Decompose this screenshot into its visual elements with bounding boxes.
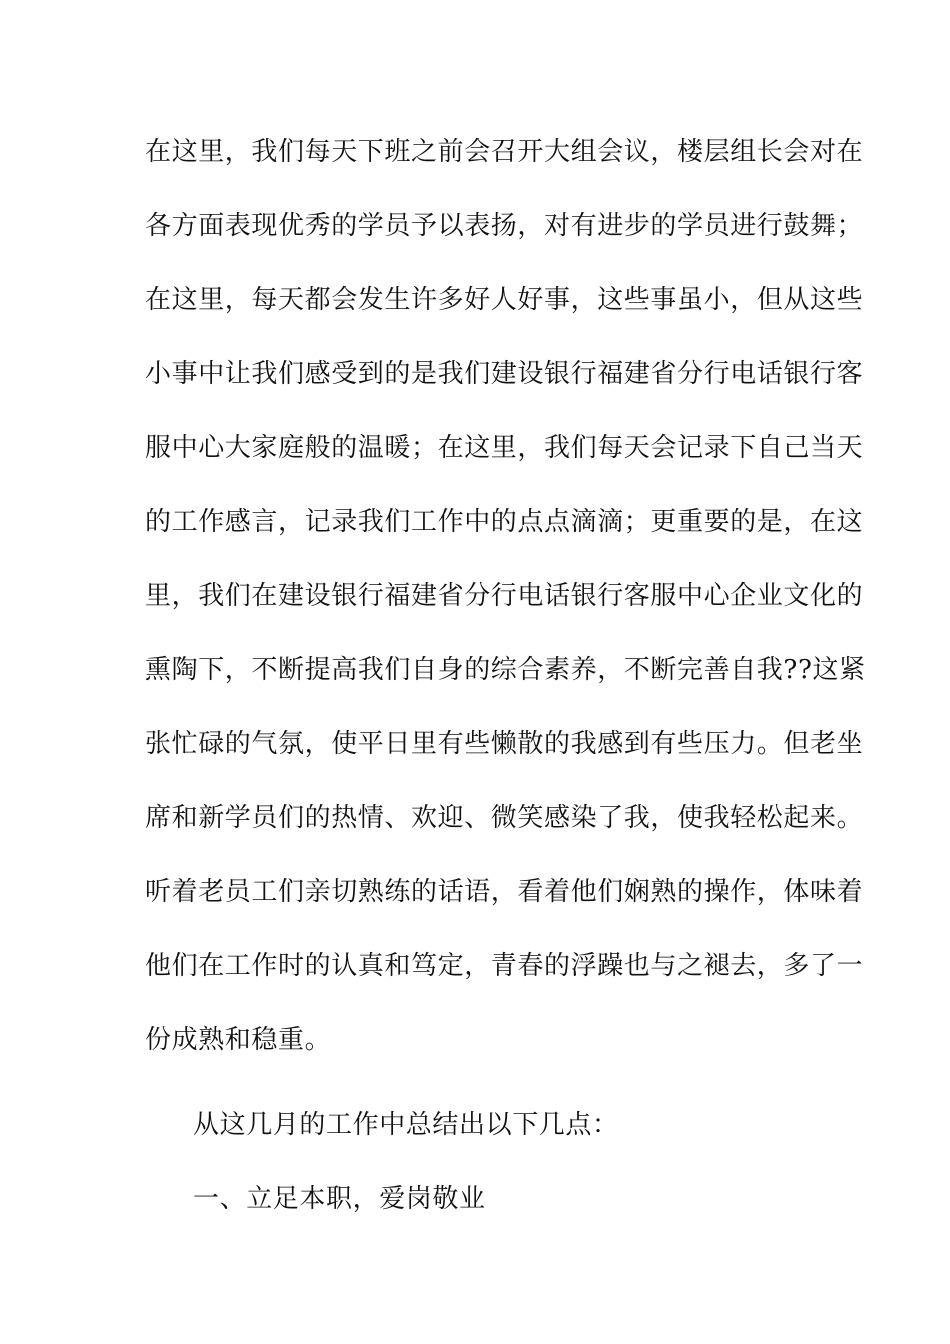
section-heading-1: 一、立足本职，爱岗敬业 <box>193 1184 486 1214</box>
paragraph-line-10: 席和新学员们的热情、欢迎、微笑感染了我，使我轻松起来。 <box>145 803 864 833</box>
paragraph-line-1: 在这里，我们每天下班之前会召开大组会议，楼层组长会对在 <box>145 137 864 167</box>
paragraph-line-9: 张忙碌的气氛，使平日里有些懒散的我感到有些压力。但老坐 <box>145 729 864 759</box>
paragraph-line-4: 小事中让我们感受到的是我们建设银行福建省分行电话银行客 <box>145 359 864 389</box>
paragraph-line-11: 听着老员工们亲切熟练的话语，看着他们娴熟的操作，体味着 <box>145 877 864 907</box>
paragraph-line-6: 的工作感言，记录我们工作中的点点滴滴；更重要的是，在这 <box>145 507 864 537</box>
summary-intro-line: 从这几月的工作中总结出以下几点： <box>193 1110 619 1140</box>
paragraph-line-2: 各方面表现优秀的学员予以表扬，对有进步的学员进行鼓舞； <box>145 211 864 241</box>
paragraph-line-7: 里，我们在建设银行福建省分行电话银行客服中心企业文化的 <box>145 581 864 611</box>
paragraph-line-8: 熏陶下，不断提高我们自身的综合素养，不断完善自我??这紧 <box>145 655 866 685</box>
paragraph-line-12: 他们在工作时的认真和笃定，青春的浮躁也与之褪去，多了一 <box>145 951 864 981</box>
paragraph-line-5: 服中心大家庭般的温暖；在这里，我们每天会记录下自己当天 <box>145 433 864 463</box>
paragraph-line-3: 在这里，每天都会发生许多好人好事，这些事虽小，但从这些 <box>145 285 864 315</box>
paragraph-line-13: 份成熟和稳重。 <box>145 1025 332 1055</box>
